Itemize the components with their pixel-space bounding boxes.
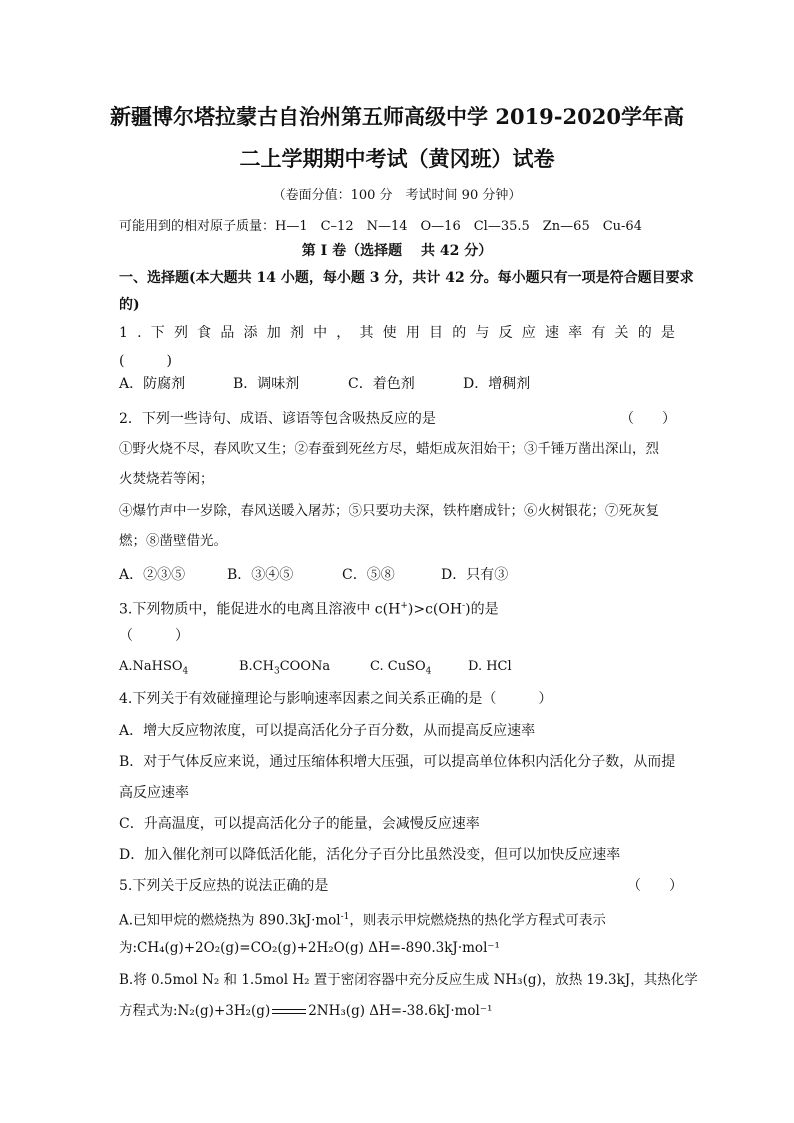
q3-opt-a-sub: 4 (182, 666, 189, 677)
question-3-stem (119, 596, 499, 620)
title-line-2: 二上学期期中考试（黄冈班）试卷 (239, 146, 555, 171)
exam-info: （卷面分值：100 分 考试时间 90 分钟） (272, 188, 522, 203)
question-1-stem (119, 323, 675, 343)
question-2-option-a: A．②③⑤ (119, 567, 186, 583)
question-1-stem-char: 率 (568, 325, 583, 341)
question-1-stem-char: 食 (197, 325, 212, 341)
question-3-option-c (370, 657, 431, 682)
question-4-option-b-line-1: B．对于气体反应来说，通过压缩体积增大压强，可以提高单位体积内活化分子数，从而提 (119, 754, 676, 770)
question-1-option-c: C．着色剂 (348, 376, 415, 392)
question-1-stem-char: 1 (119, 325, 128, 341)
q5-a-text-2: ，则表示甲烷燃烧热的热化学方程式可表示 (349, 912, 606, 929)
question-5-stem: 5.下列关于反应热的说法正确的是 (119, 878, 329, 894)
question-1-stem-char: 剂 (289, 325, 304, 341)
question-2-text-line-1: ①野火烧不尽，春风吹又生；②春蚕到死丝方尽，蜡炬成灰泪始干；③千锤万凿出深山，烈 (119, 441, 659, 457)
question-2-text-line-2: 火焚烧若等闲； (119, 471, 214, 487)
question-1-stem-char: 应 (521, 325, 536, 341)
question-2-answer-paren: （ ） (620, 411, 676, 427)
question-3-option-d: D. HCl (468, 659, 512, 674)
question-1-stem-char: 下 (150, 325, 165, 341)
question-4-option-a: A．增大反应物浓度，可以提高活化分子百分数，从而提高反应速率 (119, 723, 536, 739)
question-1-stem-char: 添 (243, 325, 258, 341)
question-4-option-b-line-2: 高反应速率 (119, 785, 189, 801)
question-4-option-d: D．加入催化剂可以降低活化能，活化分子百分比虽然没变，但可以加快反应速率 (119, 847, 621, 863)
question-1-stem-char: 反 (498, 325, 513, 341)
question-5-option-b-line-1: B.将 0.5mol N₂ 和 1.5mol H₂ 置于密闭容器中充分反应生成 NH₃(g)，放热 19.3kJ，其热化学 (119, 972, 698, 988)
section1-instructions-line-2: 的) (119, 297, 140, 313)
title-line-1: 新疆博尔塔拉蒙古自治州第五师高级中学 2019-2020学年高 (110, 104, 684, 129)
question-2-option-c: C．⑤⑧ (342, 567, 395, 583)
question-1-option-b: B．调味剂 (233, 376, 300, 392)
question-3-option-a (119, 657, 188, 682)
question-1-stem-char: 加 (266, 325, 281, 341)
atomic-masses: 可能用到的相对原子质量：H—1 C–12 N—14 O—16 Cl—35.5 Zn—65 Cu-64 (119, 219, 642, 234)
question-3-oh-charge: - (462, 601, 466, 611)
question-4-stem: 4.下列关于有效碰撞理论与影响速率因素之间关系正确的是（ ） (119, 691, 553, 707)
question-1-stem-char: 品 (220, 325, 235, 341)
question-1-stem-char: 列 (173, 325, 188, 341)
question-1-stem-char: 其 (359, 325, 374, 341)
question-1-answer-paren: ( ) (119, 353, 172, 369)
q3-opt-b-text-2: COONa (279, 659, 331, 674)
question-3-h-charge: + (400, 601, 408, 611)
question-1-stem-char: 中 (313, 325, 328, 341)
question-1-stem-char: 目 (429, 325, 443, 341)
question-2-option-b: B．③④⑤ (227, 567, 294, 583)
question-3-option-b (239, 657, 330, 682)
question-1-stem-char: ， (336, 325, 351, 341)
question-5-option-a-line-2: 为:CH₄(g)+2O₂(g)=CO₂(g)+2H₂O(g) ΔH=-890.3kJ·mol⁻¹ (119, 940, 500, 956)
q3-opt-c-sub: 4 (425, 666, 432, 677)
question-2-text-line-3: ④爆竹声中一岁除，春风送暖入屠苏；⑤只要功夫深，铁杵磨成针；⑥火树银花；⑦死灰复 (119, 503, 659, 519)
question-1-stem-char: . (137, 325, 142, 341)
q3-opt-c-text: C. CuSO (370, 659, 426, 674)
section1-instructions-line-1: 一、选择题(本大题共 14 小题，每小题 3 分，共计 42 分。每小题只有一项是符合题目要求 (119, 270, 694, 286)
question-5-answer-paren: （ ） (627, 878, 683, 894)
question-2-text-line-4: 燃；⑧凿壁借光。 (119, 533, 227, 549)
question-1-stem-char: 速 (544, 325, 559, 341)
q3-opt-b-sub: 3 (273, 666, 280, 677)
q3-opt-b-text: B.CH (239, 659, 274, 674)
question-1-stem-char: 使 (382, 325, 397, 341)
question-2-option-d: D．只有③ (441, 567, 509, 583)
question-1-stem-char: 用 (405, 325, 420, 341)
question-1-stem-char: 关 (614, 325, 629, 341)
question-1-option-d: D．增稠剂 (463, 376, 531, 392)
question-3-stem-prefix: 3.下列物质中，能促进水的电离且溶液中 c(H (119, 601, 401, 618)
question-1-stem-char: 的 (452, 325, 467, 341)
question-2-stem: 2．下列一些诗句、成语、谚语等包含吸热反应的是 (119, 411, 436, 427)
question-4-option-c: C．升高温度，可以提高活化分子的能量，会减慢反应速率 (119, 816, 480, 832)
q5-b-text: 方程式为:N₂(g)+3H₂(g) (119, 1003, 271, 1019)
part1-heading: 第 I 卷（选择题 共 42 分） (301, 243, 493, 259)
question-5-option-a-line-1 (119, 907, 606, 931)
q5-b-text-2: 2NH₃(g) ΔH=-38.6kJ·mol⁻¹ (308, 1003, 493, 1019)
q5-a-sup: -1 (340, 912, 350, 922)
reversible-arrow-icon (272, 1007, 306, 1017)
q5-a-text: A.已知甲烷的燃烧热为 890.3kJ·mol (119, 912, 341, 929)
question-1-stem-char: 的 (637, 325, 652, 341)
question-5-option-b-line-2 (119, 1001, 492, 1021)
question-1-stem-char: 与 (475, 325, 490, 341)
question-3-answer-paren: （ ） (119, 628, 189, 644)
question-1-option-a: A．防腐剂 (119, 376, 186, 392)
q3-opt-a-text: A.NaHSO (119, 659, 183, 674)
question-3-stem-mid: )>c(OH (407, 601, 463, 618)
question-1-stem-char: 是 (660, 325, 675, 341)
question-3-stem-suffix: )的是 (465, 601, 499, 618)
question-1-stem-char: 有 (591, 325, 606, 341)
